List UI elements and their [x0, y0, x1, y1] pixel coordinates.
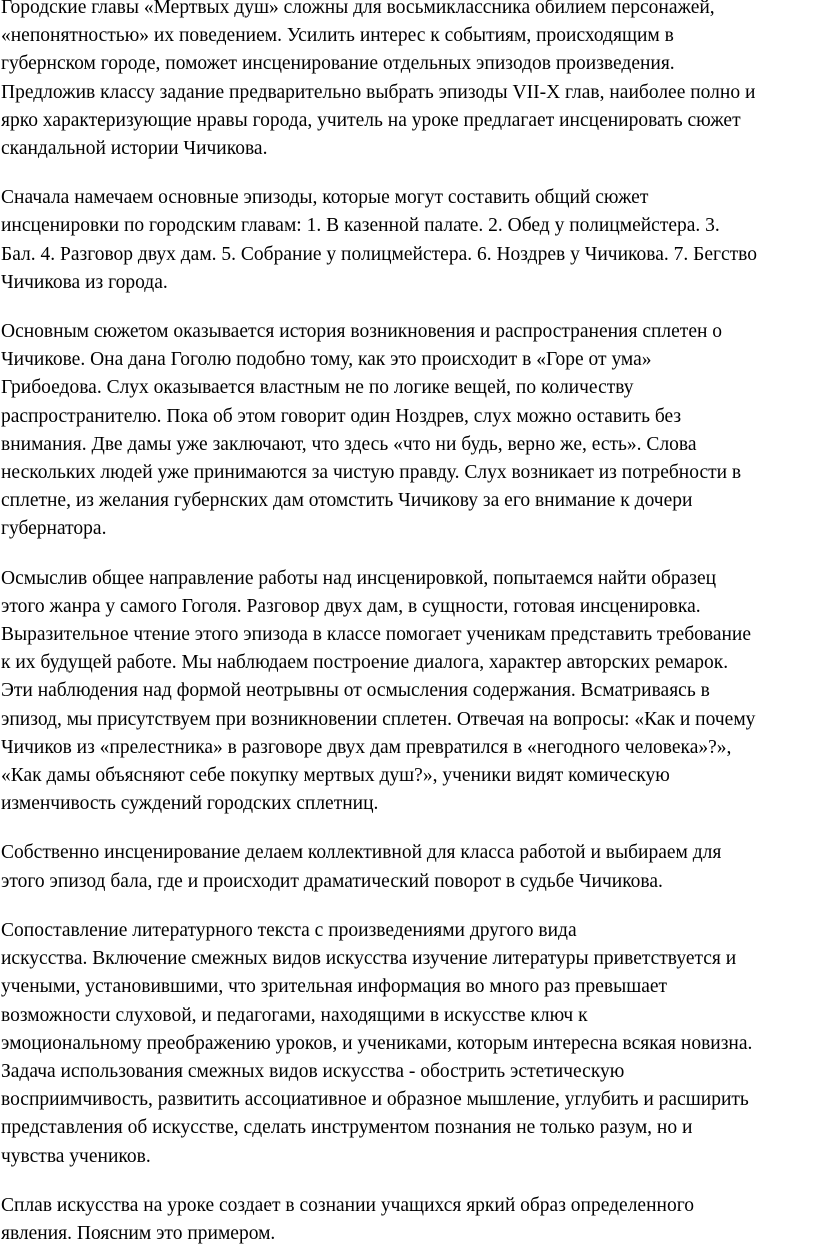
paragraph-ball-episode: Собственно инсценирование делаем коллективной для класса работой и выбираем для этого эпизод бала, где и происходит драматический поворот в судьбе Чичикова.	[1, 842, 722, 892]
paragraph-art-comparison: Сопоставление литературного текста с произведениями другого вида искусства. Включение смежных видов искусства изучение литературы приветствуется и учеными, установившими, что зрительная информация во много раз превышает возможности слуховой, и педагогами, находящими в искусстве ключ к эмоциональному преображению уроков, и учениками, которым интересна всякая новизна. Задача использования смежных видов искусства - обострить эстетическую восприимчивость, развитить ассоциативное и образное мышление, углубить и расширить представления об искусстве, сделать инструментом познания не только разум, но и чувства учеников.	[1, 919, 753, 1167]
paragraph-two-ladies-dialogue: Осмыслив общее направление работы над инсценировкой, попытаемся найти образец этого жанра у самого Гоголя. Разговор двух дам, в сущности, готовая инсценировка. Выразительное чтение этого эпизода в классе помогает ученикам представить требование к их будущей работе. Мы наблюдаем построение диалога, характер авторских ремарок. Эти наблюдения над формой неотрывны от осмысления содержания. Всматриваясь в эпизод, мы присутствуем при возникновении сплетен. Отвечая на вопросы: «Как и почему Чичиков из «прелестника» в разговоре двух дам превратился в «негодного человека»?», «Как дамы объясняют себе покупку мертвых душ?», ученики видят комическую изменчивость суждений городских сплетниц.	[1, 567, 756, 815]
paragraph-art-fusion: Сплав искусства на уроке создает в сознании учащихся яркий образ определенного явления. Поясним это примером.	[1, 1194, 694, 1244]
paragraph-episodes-list: Сначала намечаем основные эпизоды, которые могут составить общий сюжет инсценировки по городским главам: 1. В казенной палате. 2. Обед у полицмейстера. 3. Бал. 4. Разговор двух дам. 5. Собрание у полицмейстера. 6. Ноздрев у Чичикова. 7. Бегство Чичикова из города.	[1, 187, 757, 293]
paragraph-city-chapters: Городские главы «Мертвых душ» сложны для восьмиклассника обилием персонажей, «непонятностью» их поведением. Усилить интерес к событиям, происходящим в губернском городе, поможет инсценирование отдельных эпизодов произведения. Предложив классу задание предварительно выбрать эпизоды VII-X глав, наиболее полно и ярко характеризующие нравы города, учитель на уроке предлагает инсценировать сюжет скандальной истории Чичикова.	[1, 0, 756, 160]
paragraph-main-plot: Основным сюжетом оказывается история возникновения и распространения сплетен о Чичикове. Она дана Гоголю подобно тому, как это происходит в «Горе от ума» Грибоедова. Слух оказывается властным не по логике вещей, по количеству распространителю. Пока об этом говорит один Ноздрев, слух можно оставить без внимания. Две дамы уже заключают, что здесь «что ни будь, верно же, есть». Слова нескольких людей уже принимаются за чистую правду. Слух возникает из потребности в сплетне, из желания губернских дам отомстить Чичикову за его внимание к дочери губернатора.	[1, 321, 742, 540]
